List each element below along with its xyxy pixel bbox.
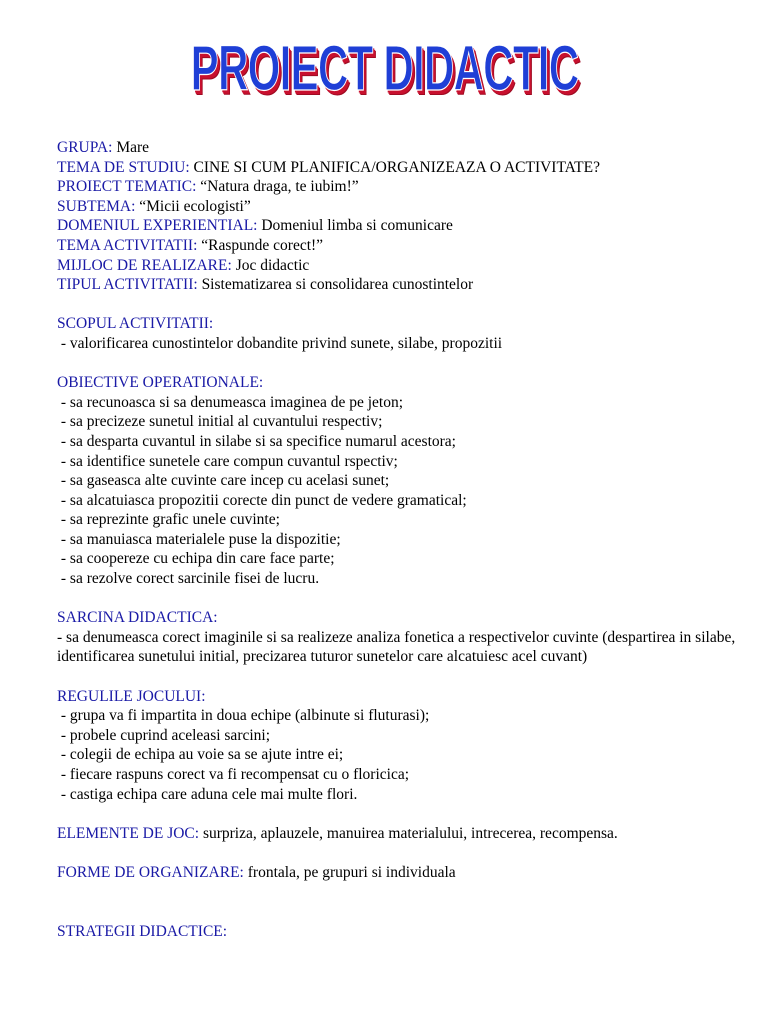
info-value: CINE SI CUM PLANIFICA/ORGANIZEAZA O ACTIVITATE? [193, 158, 600, 176]
regulile-item: - colegii de echipa au voie sa se ajute intre ei; [60, 746, 344, 764]
title-container [0, 33, 768, 105]
info-label: SUBTEMA [57, 197, 132, 215]
info-label: MIJLOC DE REALIZARE [57, 256, 228, 274]
elemente-value: surpriza, aplauzele, manuirea materialului, intrecerea, recompensa. [199, 824, 618, 842]
obiective-item: - sa precizeze sunetul initial al cuvantului respectiv; [60, 413, 383, 431]
regulile-item: - fiecare raspuns corect va fi recompensat cu o floricica; [60, 766, 410, 783]
regulile-item: - grupa va fi impartita in doua echipe (albinute si fluturasi); [60, 707, 430, 725]
info-value: Sistematizarea si consolidarea cunostintelor [201, 276, 474, 294]
forme-de-organizare [57, 863, 747, 883]
elemente-de-joc [57, 824, 747, 844]
scopul-heading: SCOPUL ACTIVITATII: [57, 315, 214, 333]
info-value: “Raspunde corect!” [201, 236, 324, 254]
info-line-domeniul: DOMENIUL EXPERIENTIAL: Domeniul limba si comunicare [57, 217, 453, 235]
document-title: PROIECT DIDACTIC [190, 33, 578, 105]
obiective-item: - sa manuiasca materialele puse la dispozitie; [60, 530, 341, 548]
obiective-item: - sa recunoasca si sa denumeasca imaginea de pe jeton; [60, 393, 404, 411]
info-value: “Natura draga, te iubim!” [200, 178, 359, 196]
regulile-item: - castiga echipa care aduna cele mai multe flori. [60, 785, 358, 803]
obiective-item: - sa identifice sunetele care compun cuvantul rspectiv; [60, 452, 398, 470]
sarcina-text: - sa denumeasca corect imaginile si sa realizeze analiza fonetica a respectivelor cuvinte (despartirea in silabe, identificarea sunetului initial, precizarea tuturor sunetelor care alcatuiesc acel cuvant) [57, 628, 736, 666]
info-line-grupa: GRUPA: Mare [57, 139, 150, 156]
info-label: TIPUL ACTIVITATII [57, 276, 194, 294]
info-value: Mare [116, 139, 150, 156]
info-value: Joc didactic [235, 256, 310, 274]
info-line-tema-activitatii: TEMA ACTIVITATII: “Raspunde corect!” [57, 236, 324, 254]
obiective-item: - sa coopereze cu echipa din care face parte; [60, 550, 335, 568]
info-label: GRUPA [57, 139, 109, 156]
scopul-item: - valorificarea cunostintelor dobandite privind sunete, silabe, propozitii [60, 334, 503, 352]
info-value: “Micii ecologisti” [139, 197, 251, 215]
obiective-item: - sa alcatuiasca propozitii corecte din punct de vedere gramatical; [60, 491, 467, 509]
regulile-heading: REGULILE JOCULUI: [57, 687, 206, 705]
info-label: TEMA ACTIVITATII [57, 236, 194, 254]
forme-label: FORME DE ORGANIZARE: [57, 863, 244, 881]
forme-value: frontala, pe grupuri si individuala [243, 863, 456, 881]
document-body [57, 138, 747, 941]
elemente-label: ELEMENTE DE JOC: [57, 824, 200, 842]
regulile-item: - probele cuprind aceleasi sarcini; [60, 726, 271, 744]
obiective-item: - sa reprezinte grafic unele cuvinte; [60, 511, 280, 529]
info-label: TEMA DE STUDIU [57, 158, 186, 176]
sarcina-heading: SARCINA DIDACTICA: [57, 609, 218, 627]
obiective-item: - sa desparta cuvantul in silabe si sa specifice numarul acestora; [60, 432, 456, 450]
strategii-heading: STRATEGII DIDACTICE: [57, 922, 228, 940]
obiective-item: - sa gaseasca alte cuvinte care incep cu acelasi sunet; [60, 472, 390, 490]
info-line-subtema: SUBTEMA: “Micii ecologisti” [57, 197, 251, 215]
info-label: DOMENIUL EXPERIENTIAL [57, 217, 254, 235]
obiective-heading: OBIECTIVE OPERATIONALE: [57, 374, 264, 392]
info-line-tipul: TIPUL ACTIVITATII: Sistematizarea si consolidarea cunostintelor [57, 276, 474, 294]
obiective-item: - sa rezolve corect sarcinile fisei de lucru. [60, 570, 320, 588]
info-line-mijloc: MIJLOC DE REALIZARE: Joc didactic [57, 256, 310, 274]
info-line-tema-de-studiu: TEMA DE STUDIU: CINE SI CUM PLANIFICA/ORGANIZEAZA O ACTIVITATE? [57, 158, 600, 176]
info-line-proiect-tematic: PROIECT TEMATIC: “Natura draga, te iubim!” [57, 178, 359, 196]
info-label: PROIECT TEMATIC [57, 178, 193, 196]
info-value: Domeniul limba si comunicare [261, 217, 453, 235]
